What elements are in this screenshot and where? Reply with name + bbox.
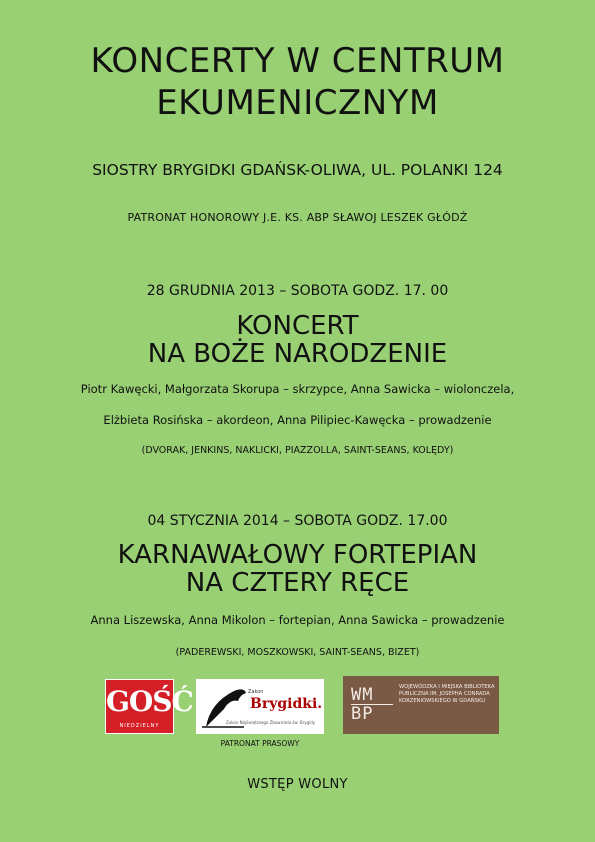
poster-title bbox=[0, 40, 595, 124]
concert-1-title-line1: KONCERT bbox=[236, 311, 359, 341]
wbp-mark-top: WM bbox=[351, 686, 393, 705]
concert-1-title-line2: NA BOŻE NARODZENIE bbox=[147, 339, 448, 369]
concert-2-title-line1: KARNAWAŁOWY FORTEPIAN bbox=[117, 540, 478, 570]
concert-2-title-line2: NA CZTERY RĘCE bbox=[185, 568, 410, 598]
poster-title-line1: KONCERTY W CENTRUM bbox=[90, 41, 505, 81]
brygidki-logo-top: Zakon bbox=[248, 689, 264, 695]
wbp-logo-text: WOJEWÓDZKA I MIEJSKA BIBLIOTEKA PUBLICZNA IM. JOSEPHA CONRADA KORZENIOWSKIEGO W GDAŃSKU bbox=[399, 684, 495, 705]
press-patronage-caption: PATRONAT PRASOWY bbox=[220, 739, 300, 748]
concert-1-repertoire: (DVORAK, JENKINS, NAKLICKI, PIAZZOLLA, SAINT-SEANS, KOLĘDY) bbox=[141, 445, 454, 456]
brygidki-logo bbox=[196, 679, 324, 734]
honorary-patronage: PATRONAT HONOROWY J.E. KS. ABP SŁAWOJ LESZEK GŁÓDŹ bbox=[127, 211, 468, 224]
gosc-niedzielny-logo bbox=[105, 679, 193, 734]
brygidki-logo-name: Brygidki. bbox=[250, 696, 323, 712]
wbp-library-logo bbox=[343, 676, 499, 734]
gosc-logo-sub: NIEDZIELNY bbox=[119, 723, 160, 729]
concert-1-date: 28 GRUDNIA 2013 – SOBOTA GODZ. 17. 00 bbox=[146, 283, 449, 299]
free-entry-notice: WSTĘP WOLNY bbox=[247, 777, 348, 792]
concert-1-title bbox=[0, 312, 595, 368]
wbp-mark-bottom: BP bbox=[351, 704, 374, 724]
brygidki-logo-bottom: Zakon Najświętszego Zbawiciela św. Brygidy bbox=[226, 720, 316, 725]
wbp-mark-icon bbox=[351, 686, 393, 723]
concert-1-performers-line1: Piotr Kawęcki, Małgorzata Skorupa – skrzypce, Anna Sawicka – wiolonczela, bbox=[80, 382, 515, 396]
concert-2-performers: Anna Liszewska, Anna Mikolon – fortepian, Anna Sawicka – prowadzenie bbox=[90, 613, 505, 627]
concert-2-date: 04 STYCZNIA 2014 – SOBOTA GODZ. 17.00 bbox=[147, 513, 448, 529]
concert-2-repertoire: (PADEREWSKI, MOSZKOWSKI, SAINT-SEANS, BIZET) bbox=[175, 647, 420, 658]
concert-1-performers-line2: Elżbieta Rosińska – akordeon, Anna Pilipiec-Kawęcka – prowadzenie bbox=[103, 413, 492, 427]
venue-address: SIOSTRY BRYGIDKI GDAŃSK-OLIWA, UL. POLANKI 124 bbox=[92, 161, 503, 179]
concert-2-title bbox=[0, 541, 595, 597]
poster-title-line2: EKUMENICZNYM bbox=[156, 83, 439, 123]
gosc-logo-name: GOŚĆ bbox=[106, 685, 193, 718]
